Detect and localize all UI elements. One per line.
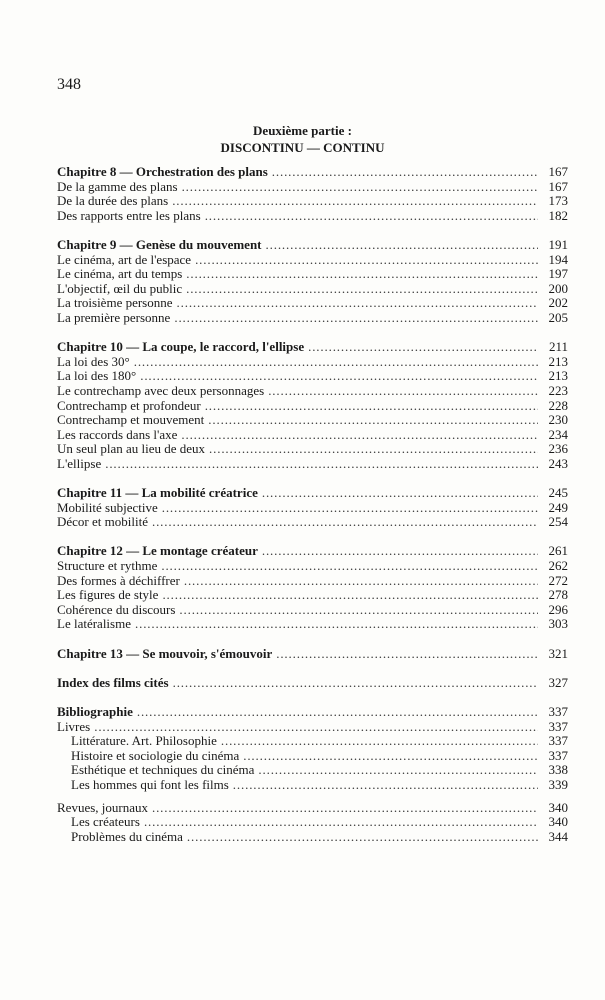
toc-entry-page: 234 bbox=[548, 426, 568, 442]
toc-entry-page: 303 bbox=[548, 616, 568, 632]
toc-entry-label: L'ellipse bbox=[57, 455, 102, 471]
toc-entry-page: 211 bbox=[548, 339, 568, 355]
toc-entry-page: 182 bbox=[548, 207, 568, 223]
toc-entry-page: 167 bbox=[548, 178, 568, 194]
toc-leader-dots bbox=[195, 253, 538, 268]
toc-entry bbox=[57, 194, 568, 209]
toc-entry bbox=[57, 282, 568, 297]
toc-entry-label: Les raccords dans l'axe bbox=[57, 426, 178, 442]
toc-leader-dots bbox=[152, 515, 538, 530]
toc-entry-page: 194 bbox=[548, 251, 568, 267]
toc-entry-page: 278 bbox=[548, 587, 568, 603]
toc-entry bbox=[57, 369, 568, 384]
toc-leader-dots bbox=[174, 311, 538, 326]
toc-entry bbox=[57, 399, 568, 414]
toc-spacer bbox=[57, 223, 568, 238]
toc-entry bbox=[57, 209, 568, 224]
toc-entry bbox=[57, 413, 568, 428]
toc-entry bbox=[57, 457, 568, 472]
table-of-contents bbox=[57, 165, 568, 844]
toc-section-entry bbox=[57, 705, 568, 720]
toc-entry-page: 228 bbox=[548, 397, 568, 413]
toc-leader-dots bbox=[162, 501, 538, 516]
toc-entry-label: Revues, journaux bbox=[57, 799, 148, 815]
toc-section-entry bbox=[57, 238, 568, 253]
toc-entry-page: 337 bbox=[548, 703, 568, 719]
toc-leader-dots bbox=[243, 749, 538, 764]
toc-spacer bbox=[57, 530, 568, 545]
toc-leader-dots bbox=[172, 194, 538, 209]
toc-entry-page: 254 bbox=[548, 514, 568, 530]
toc-entry-label: Littérature. Art. Philosophie bbox=[71, 733, 217, 749]
toc-entry-page: 262 bbox=[548, 558, 568, 574]
toc-entry bbox=[57, 311, 568, 326]
toc-entry bbox=[57, 588, 568, 603]
toc-spacer bbox=[57, 661, 568, 676]
toc-entry-label: Un seul plan au lieu de deux bbox=[57, 441, 206, 457]
toc-section-entry bbox=[57, 647, 568, 662]
toc-entry bbox=[57, 815, 568, 830]
toc-entry-page: 337 bbox=[548, 733, 568, 749]
toc-leader-dots bbox=[105, 457, 538, 472]
toc-entry-label: Mobilité subjective bbox=[57, 499, 158, 515]
toc-entry bbox=[57, 428, 568, 443]
toc-leader-dots bbox=[258, 763, 538, 778]
toc-leader-dots bbox=[152, 801, 538, 816]
toc-entry-label: Chapitre 10 — La coupe, le raccord, l'ellipse bbox=[57, 339, 305, 355]
toc-entry-label: Les figures de style bbox=[57, 587, 159, 603]
toc-entry-label: Structure et rythme bbox=[57, 558, 158, 574]
toc-entry bbox=[57, 267, 568, 282]
toc-entry bbox=[57, 617, 568, 632]
toc-leader-dots bbox=[184, 574, 538, 589]
toc-entry-page: 249 bbox=[548, 499, 568, 515]
toc-entry-page: 230 bbox=[548, 412, 568, 428]
toc-entry-label: Le latéralisme bbox=[57, 616, 131, 632]
toc-leader-dots bbox=[272, 165, 538, 180]
toc-leader-dots bbox=[205, 209, 538, 224]
toc-entry-page: 296 bbox=[548, 601, 568, 617]
toc-entry-label: Chapitre 13 — Se mouvoir, s'émouvoir bbox=[57, 645, 273, 661]
toc-leader-dots bbox=[268, 384, 538, 399]
toc-leader-dots bbox=[179, 603, 538, 618]
toc-entry-label: Chapitre 11 — La mobilité créatrice bbox=[57, 485, 258, 501]
toc-entry-page: 173 bbox=[548, 193, 568, 209]
toc-entry-label: Des rapports entre les plans bbox=[57, 207, 201, 223]
toc-entry-label: Esthétique et techniques du cinéma bbox=[71, 762, 255, 778]
toc-entry-label: Cohérence du discours bbox=[57, 601, 176, 617]
toc-leader-dots bbox=[137, 705, 538, 720]
part-heading-line2: DISCONTINU — CONTINU bbox=[220, 140, 385, 155]
page-number: 348 bbox=[57, 76, 81, 93]
toc-entry-label: Des formes à déchiffrer bbox=[57, 572, 180, 588]
toc-entry-label: Chapitre 8 — Orchestration des plans bbox=[57, 164, 268, 179]
toc-entry-page: 344 bbox=[548, 828, 568, 844]
toc-section-entry bbox=[57, 676, 568, 691]
toc-spacer bbox=[57, 471, 568, 486]
toc-leader-dots bbox=[162, 588, 538, 603]
toc-entry-label: Histoire et sociologie du cinéma bbox=[71, 747, 240, 763]
toc-entry-label: Bibliographie bbox=[57, 703, 133, 719]
toc-leader-dots bbox=[205, 399, 538, 414]
toc-entry bbox=[57, 763, 568, 778]
toc-leader-dots bbox=[266, 238, 538, 253]
toc-leader-dots bbox=[161, 559, 538, 574]
toc-leader-dots bbox=[308, 340, 538, 355]
toc-entry bbox=[57, 778, 568, 793]
toc-entry-page: 338 bbox=[548, 762, 568, 778]
toc-leader-dots bbox=[208, 413, 538, 428]
toc-entry-page: 243 bbox=[548, 455, 568, 471]
toc-entry-page: 261 bbox=[548, 543, 568, 559]
toc-entry-page: 245 bbox=[548, 485, 568, 501]
toc-entry-page: 340 bbox=[548, 814, 568, 830]
toc-entry-page: 340 bbox=[548, 799, 568, 815]
part-heading bbox=[0, 122, 605, 156]
toc-leader-dots bbox=[221, 734, 538, 749]
toc-spacer bbox=[57, 632, 568, 647]
toc-entry bbox=[57, 801, 568, 816]
toc-entry-label: Les créateurs bbox=[71, 814, 140, 830]
toc-entry-page: 191 bbox=[548, 236, 568, 252]
toc-spacer bbox=[57, 690, 568, 705]
toc-entry-label: L'objectif, œil du public bbox=[57, 280, 183, 296]
toc-leader-dots bbox=[233, 778, 538, 793]
toc-entry-label: Le cinéma, art du temps bbox=[57, 266, 183, 282]
toc-leader-dots bbox=[276, 647, 538, 662]
toc-entry-label: Les hommes qui font les films bbox=[71, 776, 229, 792]
toc-leader-dots bbox=[186, 282, 538, 297]
toc-entry-label: La troisième personne bbox=[57, 295, 173, 311]
toc-entry-page: 236 bbox=[548, 441, 568, 457]
toc-entry bbox=[57, 603, 568, 618]
toc-entry bbox=[57, 501, 568, 516]
toc-entry bbox=[57, 749, 568, 764]
toc-entry bbox=[57, 384, 568, 399]
toc-entry-page: 197 bbox=[548, 266, 568, 282]
toc-leader-dots bbox=[186, 267, 538, 282]
toc-entry-page: 321 bbox=[548, 645, 568, 661]
toc-spacer bbox=[57, 326, 568, 341]
toc-entry bbox=[57, 559, 568, 574]
toc-leader-dots bbox=[209, 442, 538, 457]
toc-entry-label: Chapitre 12 — Le montage créateur bbox=[57, 543, 258, 559]
toc-leader-dots bbox=[134, 355, 538, 370]
toc-section-entry bbox=[57, 486, 568, 501]
toc-entry-label: Le contrechamp avec deux personnages bbox=[57, 382, 265, 398]
toc-leader-dots bbox=[181, 428, 538, 443]
toc-leader-dots bbox=[187, 830, 538, 845]
toc-leader-dots bbox=[262, 544, 538, 559]
part-heading-line1: Deuxième partie : bbox=[253, 123, 352, 138]
toc-entry-label: La loi des 180° bbox=[57, 368, 137, 384]
toc-entry bbox=[57, 720, 568, 735]
toc-section-entry bbox=[57, 340, 568, 355]
toc-entry bbox=[57, 574, 568, 589]
toc-entry-label: Le cinéma, art de l'espace bbox=[57, 251, 192, 267]
toc-entry bbox=[57, 830, 568, 845]
toc-leader-dots bbox=[262, 486, 538, 501]
toc-entry-label: La loi des 30° bbox=[57, 353, 130, 369]
toc-entry-page: 167 bbox=[548, 164, 568, 179]
toc-leader-dots bbox=[94, 720, 538, 735]
toc-entry-page: 213 bbox=[548, 368, 568, 384]
toc-entry-page: 202 bbox=[548, 295, 568, 311]
toc-entry bbox=[57, 355, 568, 370]
toc-entry bbox=[57, 442, 568, 457]
toc-entry-page: 337 bbox=[548, 747, 568, 763]
toc-entry-page: 205 bbox=[548, 309, 568, 325]
toc-entry-page: 327 bbox=[548, 674, 568, 690]
toc-entry bbox=[57, 253, 568, 268]
toc-entry bbox=[57, 296, 568, 311]
toc-entry-page: 339 bbox=[548, 776, 568, 792]
toc-leader-dots bbox=[177, 296, 538, 311]
toc-entry-label: Index des films cités bbox=[57, 674, 169, 690]
toc-entry-label: Contrechamp et mouvement bbox=[57, 412, 205, 428]
toc-entry-page: 272 bbox=[548, 572, 568, 588]
toc-entry-page: 337 bbox=[548, 718, 568, 734]
toc-entry-page: 213 bbox=[548, 353, 568, 369]
toc-entry-page: 223 bbox=[548, 382, 568, 398]
toc-leader-dots bbox=[144, 815, 538, 830]
toc-leader-dots bbox=[173, 676, 538, 691]
toc-entry-label: Contrechamp et profondeur bbox=[57, 397, 201, 413]
toc-entry-label: Livres bbox=[57, 718, 91, 734]
toc-entry bbox=[57, 515, 568, 530]
toc-leader-dots bbox=[135, 617, 538, 632]
toc-entry-page: 200 bbox=[548, 280, 568, 296]
toc-entry-label: Problèmes du cinéma bbox=[71, 828, 183, 844]
toc-entry bbox=[57, 734, 568, 749]
toc-entry-label: Chapitre 9 — Genèse du mouvement bbox=[57, 236, 262, 252]
toc-entry bbox=[57, 180, 568, 195]
toc-entry-label: La première personne bbox=[57, 309, 171, 325]
toc-entry-label: Décor et mobilité bbox=[57, 514, 148, 530]
toc-leader-dots bbox=[182, 180, 538, 195]
toc-leader-dots bbox=[140, 369, 538, 384]
toc-entry-label: De la durée des plans bbox=[57, 193, 169, 209]
toc-section-entry bbox=[57, 165, 568, 180]
toc-entry-label: De la gamme des plans bbox=[57, 178, 178, 194]
toc-section-entry bbox=[57, 544, 568, 559]
